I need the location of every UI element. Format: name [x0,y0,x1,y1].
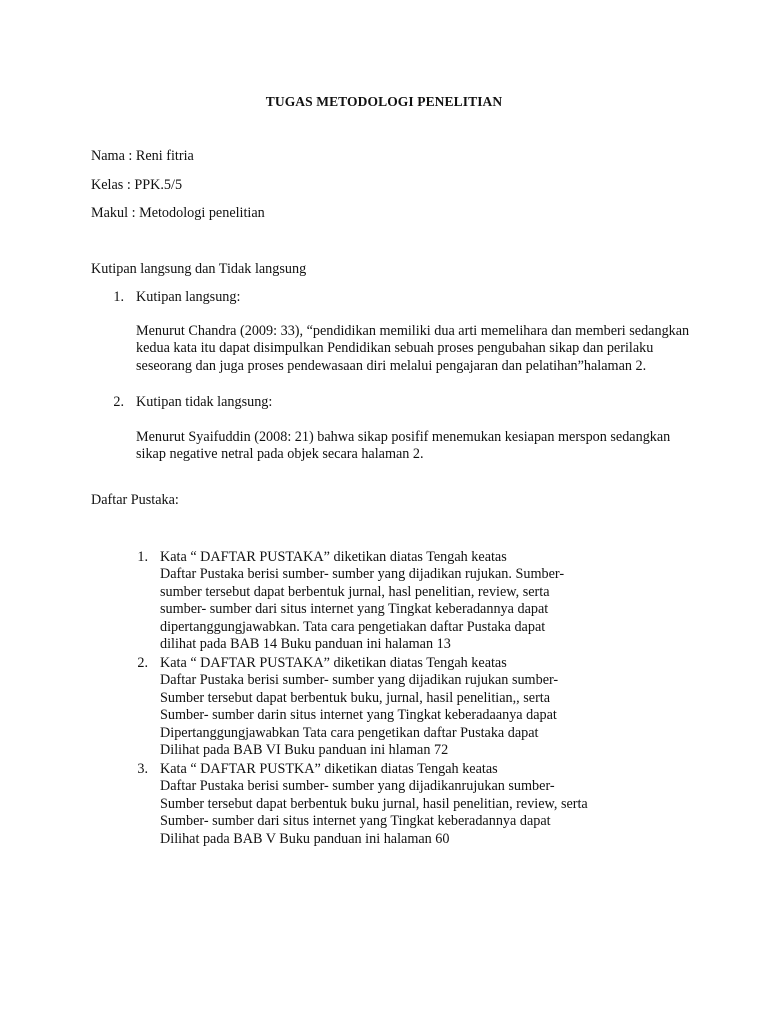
text-line: Daftar Pustaka berisi sumber- sumber yang dijadikanrujukan sumber- [160,778,555,795]
quote-heading: Kutipan langsung: [136,289,241,305]
text-line: dipertanggungjawabkan. Tata cara pengetiakan daftar Pustaka dapat [160,618,546,635]
text-line: Sumber- sumber dari situs internet yang Tingkat keberadannya dapat [160,813,551,830]
section-heading: Kutipan langsung dan Tidak langsung [91,261,307,277]
text-line: kedua kata itu dapat disimpulkan Pendidikan sebuah proses pengubahan sikap dan perilaku [136,340,654,357]
bibliography-number: 3. [137,761,148,777]
text-line: Sumber tersebut dapat berbentuk buku, jurnal, hasil penelitian,, serta [160,689,551,706]
bibliography-item [160,549,564,653]
text-line: sumber tersebut dapat berbentuk jurnal, hasl penelitian, review, serta [160,583,550,600]
text-line: Sumber tersebut dapat berbentuk buku jurnal, hasil penelitian, review, serta [160,795,588,812]
text-line: seseorang dan juga proses pendewasaan diri melalui pengajaran dan pelatihan”halaman 2. [136,357,647,374]
text-line: Kata “ DAFTAR PUSTAKA” diketikan diatas Tengah keatas [160,549,507,565]
text-line: Sumber- sumber darin situs internet yang Tingkat keberadaanya dapat [160,707,557,724]
nama-field: Nama : Reni fitria [91,148,194,164]
document-title: TUGAS METODOLOGI PENELITIAN [265,94,503,109]
bibliography-number: 2. [137,655,148,671]
quote-number: 1. [113,289,124,305]
quote-paragraph [136,429,670,464]
text-line: sumber- sumber dari situs internet yang Tingkat keberadannya dapat [160,601,549,618]
text-line: Menurut Chandra (2009: 33), “pendidikan memiliki dua arti memelihara dan memberi sedangkan [136,323,690,339]
bibliography-number: 1. [137,549,148,565]
quote-number: 2. [113,394,124,410]
text-line: Kata “ DAFTAR PUSTKA” diketikan diatas Tengah keatas [160,761,498,777]
quote-heading: Kutipan tidak langsung: [136,394,273,410]
text-line: Daftar Pustaka berisi sumber- sumber yang dijadikan rujukan. Sumber- [160,566,565,583]
text-line: Dilihat pada BAB VI Buku panduan ini hlaman 72 [160,742,449,759]
text-line: Daftar Pustaka berisi sumber- sumber yang dijadikan rujukan sumber- [160,672,559,689]
text-line: sikap negative netral pada objek secara halaman 2. [136,446,424,463]
bibliography-heading: Daftar Pustaka: [91,492,179,508]
kelas-field: Kelas : PPK.5/5 [91,177,183,193]
text-line: Menurut Syaifuddin (2008: 21) bahwa sikap posifif menemukan kesiapan merspon sedangkan [136,429,671,445]
bibliography-item [160,761,588,848]
bibliography-item [160,655,558,759]
text-line: dilihat pada BAB 14 Buku panduan ini halaman 13 [160,636,451,653]
text-line: Dipertanggungjawabkan Tata cara pengetikan daftar Pustaka dapat [160,724,539,741]
text-line: Kata “ DAFTAR PUSTAKA” diketikan diatas Tengah keatas [160,655,507,671]
makul-field: Makul : Metodologi penelitian [91,205,265,221]
text-line: Dilihat pada BAB V Buku panduan ini halaman 60 [160,830,450,847]
quote-paragraph [136,323,689,375]
